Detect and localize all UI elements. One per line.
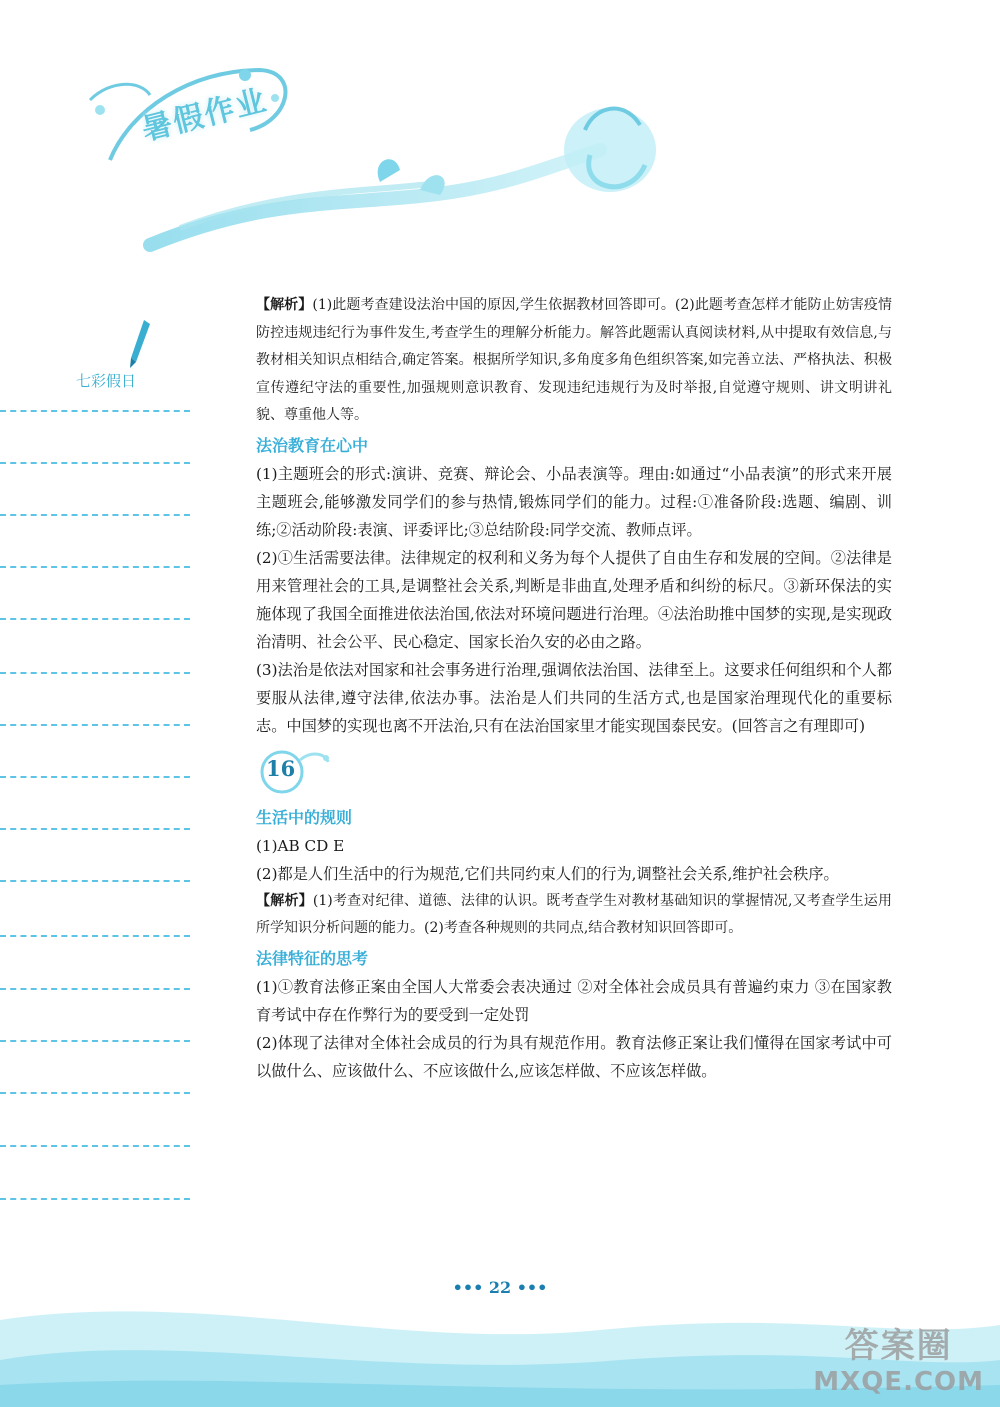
analysis-paragraph xyxy=(256,888,892,943)
answer-paragraph: (3)法治是依法对国家和社会事务进行治理,强调依法治国、法律至上。这要求任何组织和个人都要服从法律,遵守法律,依法办事。法治是人们共同的生活方式,也是国家治理现代化的重要标志。中国梦的实现也离不开法治,只有在法治国家里才能实现国泰民安。(回答言之有理即可) xyxy=(256,660,892,735)
lesson-number-badge xyxy=(256,748,336,798)
answer-content xyxy=(256,292,892,1085)
answer-paragraph: (1)①教育法修正案由全国人大常委会表决通过 ②对全体社会成员具有普遍约束力 ③在国家教育考试中存在作弊行为的要受到一定处罚 xyxy=(256,977,892,1024)
analysis-text: (1)此题考查建设法治中国的原因,学生依据教材回答即可。(2)此题考查怎样才能防止妨害疫情防控违规违纪行为事件发生,考查学生的理解分析能力。解答此题需认真阅读材料,从中提取有效信息,与教材相关知识点相结合,确定答案。根据所学知识,多角度多角色组织答案,如完善立法、严格执法、积极宣传遵纪守法的重要性,加强规则意识教育、发现违纪违规行为及时举报,自觉遵守规则、讲文明讲礼貌、尊重他人等。 xyxy=(256,297,892,423)
page-number: ••• 22 ••• xyxy=(452,1278,548,1297)
margin-dash-line xyxy=(0,880,190,882)
section-heading: 生活中的规则 xyxy=(256,807,353,827)
margin-dash-line xyxy=(0,618,190,620)
margin-dash-line xyxy=(0,724,190,726)
margin-dash-line xyxy=(0,776,190,778)
margin-dash-line xyxy=(0,1198,190,1200)
lesson-number: 16 xyxy=(266,755,296,781)
watermark-en: MXQE.COM xyxy=(813,1367,984,1397)
analysis-tag: 【解析】 xyxy=(256,892,313,909)
margin-dash-line xyxy=(0,410,190,412)
answer-paragraph: (2)都是人们生活中的行为规范,它们共同约束人们的行为,调整社会关系,维护社会秩序。 xyxy=(256,864,839,883)
section-heading: 法治教育在心中 xyxy=(256,435,369,455)
margin-dash-line xyxy=(0,566,190,568)
section-heading: 法律特征的思考 xyxy=(256,948,369,968)
answer-paragraph: (2)体现了法律对全体社会成员的行为具有规范作用。教育法修正案让我们懂得在国家考试中可以做什么、应该做什么、不应该做什么,应该怎样做、不应该怎样做。 xyxy=(256,1033,892,1080)
margin-dash-line xyxy=(0,828,190,830)
answer-paragraph: (1)主题班会的形式:演讲、竞赛、辩论会、小品表演等。理由:如通过“小品表演”的形式来开展主题班会,能够激发同学们的参与热情,锻炼同学们的能力。过程:①准备阶段:选题、编剧、训练;②活动阶段:表演、评委评比;③总结阶段:同学交流、教师点评。 xyxy=(256,464,892,539)
margin-dash-line xyxy=(0,935,190,937)
margin-dash-line xyxy=(0,672,190,674)
margin-dash-line xyxy=(0,462,190,464)
answer-paragraph: (1)AB CD E xyxy=(256,836,345,855)
watermark-cn: 答案圈 xyxy=(844,1326,953,1366)
watermark xyxy=(813,1318,984,1397)
analysis-text: (1)考查对纪律、道德、法律的认识。既考查学生对教材基础知识的掌握情况,又考查学生运用所学知识分析问题的能力。(2)考查各种规则的共同点,结合教材知识回答即可。 xyxy=(256,892,893,936)
margin-dash-line xyxy=(0,1040,190,1042)
margin-dash-line xyxy=(0,514,190,516)
margin-dash-line xyxy=(0,988,190,990)
margin-dash-line xyxy=(0,1092,190,1094)
analysis-paragraph xyxy=(256,292,892,430)
answer-paragraph: (2)①生活需要法律。法律规定的权利和义务为每个人提供了自由生存和发展的空间。②法律是用来管理社会的工具,是调整社会关系,判断是非曲直,处理矛盾和纠纷的标尺。③新环保法的实施体现了我国全面推进依法治国,依法对环境问题进行治理。④法治助推中国梦的实现,是实现政治清明、社会公平、民心稳定、国家长治久安的必由之路。 xyxy=(256,548,892,651)
margin-label: 七彩假日 xyxy=(76,372,137,390)
margin-dash-line xyxy=(0,1145,190,1147)
pen-icon xyxy=(128,318,152,370)
analysis-tag: 【解析】 xyxy=(256,297,313,313)
banner-title: 暑假作业 xyxy=(138,82,272,148)
